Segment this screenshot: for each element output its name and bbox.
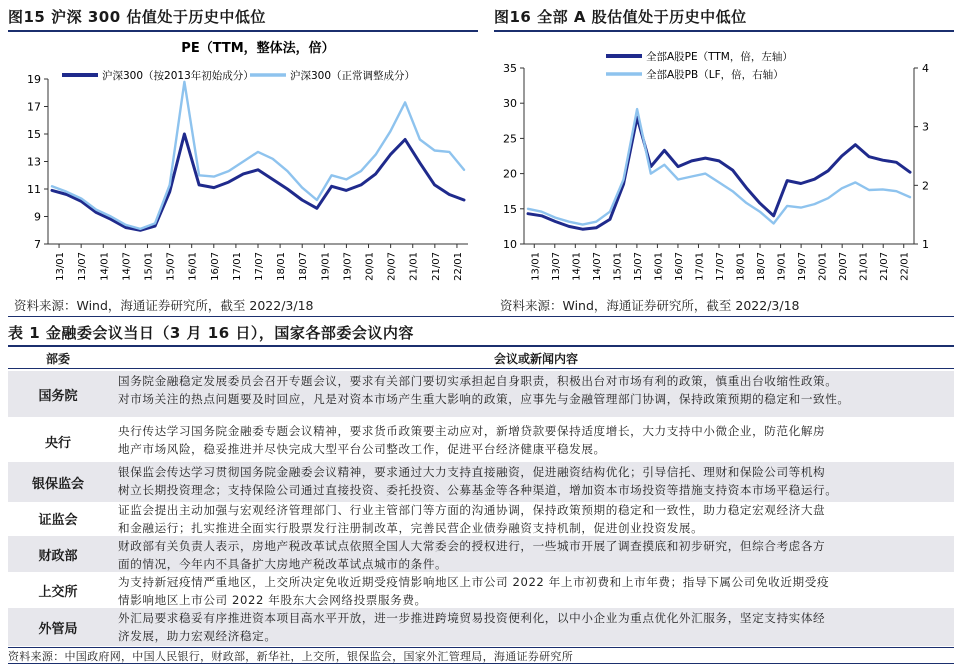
row-dept: 央行 xyxy=(44,435,71,451)
row-content: 证监会提出主动加强与宏观经济管理部门、行业主管部门等方面的沟通协调，保持政策预期的稳定和一致性，助力稳定宏观经济大盘 和金融运行；扎实推进全面实行股票发行注册制改革，完善民营企业债券融资支持机制，促进创业投资发展。 xyxy=(118,503,826,535)
x-tick-label: 16/01 xyxy=(187,252,199,281)
x-tick-label: 18/01 xyxy=(735,251,747,281)
y-tick-label: 19 xyxy=(27,73,41,86)
x-tick-label: 20/01 xyxy=(817,252,829,281)
x-tick-label: 16/07 xyxy=(209,252,221,281)
series-line-0 xyxy=(52,134,464,230)
table-source: 资料来源：中国政府网，中国人民银行，财政部，新华社，上交所，银保监会，国家外汇管理局，海通证券研究所 xyxy=(8,650,573,663)
x-tick-label: 18/01 xyxy=(276,252,288,281)
y-tick-label: 30 xyxy=(503,97,517,111)
row-dept: 银保监会 xyxy=(31,476,84,492)
x-tick-label: 17/07 xyxy=(715,252,726,281)
row-dept: 上交所 xyxy=(38,584,78,600)
x-tick-label: 15/07 xyxy=(632,252,644,281)
table-row xyxy=(8,608,954,646)
y-tick-label: 25 xyxy=(503,132,517,146)
y2-tick-label: 3 xyxy=(922,120,929,134)
legend-label-0: 沪深300（按2013年初始成分） xyxy=(102,70,254,82)
table-row xyxy=(8,500,954,536)
x-tick-label: 19/01 xyxy=(320,252,332,281)
x-tick-label: 19/07 xyxy=(342,252,354,281)
x-tick-label: 13/01 xyxy=(55,252,67,281)
x-tick-label: 13/07 xyxy=(550,252,562,281)
row-content: 财政部有关负责人表示，房地产税改革试点依照全国人大常委会的授权进行，一些城市开展了调查摸底和初步研究，但综合考虑各方 面的情况，今年内不具备扩大房地产税改革试点城市的条件。 xyxy=(118,539,826,571)
x-tick-label: 13/07 xyxy=(77,252,89,281)
x-tick-label: 22/01 xyxy=(899,252,911,281)
y-tick-label: 20 xyxy=(503,167,517,181)
footer-rule xyxy=(8,663,954,664)
x-tick-label: 21/07 xyxy=(879,252,891,281)
table-header-content: 会议或新闻内容 xyxy=(493,352,578,366)
y2-tick-label: 2 xyxy=(922,179,929,193)
y-tick-label: 17 xyxy=(27,100,41,114)
x-tick-label: 16/01 xyxy=(653,252,665,281)
x-tick-label: 15/01 xyxy=(612,252,624,281)
row-dept: 证监会 xyxy=(38,512,78,528)
y-tick-label: 35 xyxy=(503,62,517,75)
table-header xyxy=(8,348,954,368)
x-tick-label: 15/01 xyxy=(143,252,155,281)
chart-title: PE（TTM，整体法，倍） xyxy=(181,41,335,56)
y-tick-label: 10 xyxy=(503,238,517,251)
x-tick-label: 14/01 xyxy=(571,252,583,281)
legend-label-1: 全部A股PB（LF，倍，右轴） xyxy=(646,69,784,81)
figure-16-chart xyxy=(494,34,954,294)
figure-15-rule xyxy=(8,30,478,32)
figure-16-title: 图16 全部 A 股估值处于历史中低位 xyxy=(494,8,747,26)
x-tick-label: 16/07 xyxy=(673,252,685,281)
legend-label-0: 全部A股PE（TTM，倍，左轴） xyxy=(646,51,793,63)
table-row xyxy=(8,421,954,461)
row-dept: 国务院 xyxy=(38,388,78,404)
figure-15-source: 资料来源：Wind，海通证券研究所，截至 2022/3/18 xyxy=(14,298,314,313)
series-line-1 xyxy=(52,82,464,229)
x-tick-label: 17/07 xyxy=(254,252,265,281)
row-dept: 财政部 xyxy=(38,548,78,564)
row-content: 国务院金融稳定发展委员会召开专题会议，要求有关部门要切实承担起自身职责，积极出台对市场有利的政策，慎重出台收缩性政策。 对市场关注的热点问题要及时回应，凡是对资本市场产生重大影响的政策，应事先与金融管理部门协调，保持政策预期的稳定和一致性。 xyxy=(118,374,850,406)
row-dept: 外管局 xyxy=(38,621,78,637)
x-tick-label: 18/07 xyxy=(756,252,768,281)
x-tick-label: 15/07 xyxy=(165,252,177,281)
figure-16-source: 资料来源：Wind，海通证券研究所，截至 2022/3/18 xyxy=(500,298,800,313)
x-tick-label: 21/07 xyxy=(430,252,442,281)
table-row xyxy=(8,462,954,502)
y-tick-label: 15 xyxy=(27,128,41,141)
x-tick-label: 19/07 xyxy=(797,252,809,281)
x-tick-label: 14/07 xyxy=(121,252,133,281)
figure-15-title: 图15 沪深 300 估值处于历史中低位 xyxy=(8,8,266,26)
x-tick-label: 21/01 xyxy=(858,252,870,281)
x-tick-label: 19/01 xyxy=(776,252,788,281)
x-tick-label: 18/07 xyxy=(298,252,310,281)
x-tick-label: 14/01 xyxy=(99,252,111,281)
row-content: 银保监会传达学习贯彻国务院金融委会议精神，要求通过大力支持直接融资，促进融资结构优化；引导信托、理财和保险公司等机构 树立长期投资理念；支持保险公司通过直接投资、委托投资、公募基金等各种渠道，增加资本市场投资等措施支持资本市场平稳运行。 xyxy=(118,465,838,497)
x-tick-label: 21/01 xyxy=(408,252,420,281)
table-row xyxy=(8,536,954,572)
y2-tick-label: 4 xyxy=(922,62,929,75)
figure-15-chart xyxy=(8,34,478,294)
x-tick-label: 17/01 xyxy=(231,251,243,281)
y2-tick-label: 1 xyxy=(922,238,929,251)
y-tick-label: 9 xyxy=(34,210,41,224)
x-tick-label: 14/07 xyxy=(591,252,603,281)
x-tick-label: 20/07 xyxy=(386,252,398,281)
legend-label-1: 沪深300（正常调整成分） xyxy=(290,70,416,82)
x-tick-label: 17/01 xyxy=(694,252,706,281)
table-title: 表 1 金融委会议当日（3 月 16 日），国家各部委会议内容 xyxy=(8,324,414,342)
row-content: 央行传达学习国务院金融委专题会议精神，要求货币政策要主动应对，新增贷款要保持适度增长，大力支持中小微企业，防范化解房 地产市场风险，稳妥推进并尽快完成大型平台公司整改工作，促进平台经济健康平稳发展。 xyxy=(118,424,826,456)
figure-16-rule xyxy=(494,30,954,32)
series-line-0 xyxy=(528,117,910,229)
x-tick-label: 20/07 xyxy=(838,252,850,281)
y-tick-label: 7 xyxy=(34,238,41,251)
table-header-dept: 部委 xyxy=(45,352,70,366)
row-content: 为支持新冠疫情严重地区，上交所决定免收近期受疫情影响地区上市公司 2022 年上市初费和上市年费；指导下属公司免收近期受疫 情影响地区上市公司 2022 年股东大会网络投票服务费。 xyxy=(118,575,830,607)
series-line-1 xyxy=(528,109,910,225)
source-rule xyxy=(8,316,954,317)
y-tick-label: 13 xyxy=(27,155,41,169)
table-top-rule xyxy=(8,345,954,347)
x-tick-label: 20/01 xyxy=(364,252,376,281)
x-tick-label: 13/01 xyxy=(530,252,542,281)
table-row xyxy=(8,371,954,417)
y-tick-label: 11 xyxy=(27,183,41,196)
x-tick-label: 22/01 xyxy=(452,252,464,281)
row-content: 外汇局要求稳妥有序推进资本项目高水平开放，进一步推进跨境贸易投资便利化，以中小企业为重点优化外汇服务，坚定支持实体经 济发展，助力宏观经济稳定。 xyxy=(118,611,826,643)
table-header-rule xyxy=(8,368,954,369)
y-tick-label: 15 xyxy=(503,202,517,216)
table-row xyxy=(8,572,954,608)
